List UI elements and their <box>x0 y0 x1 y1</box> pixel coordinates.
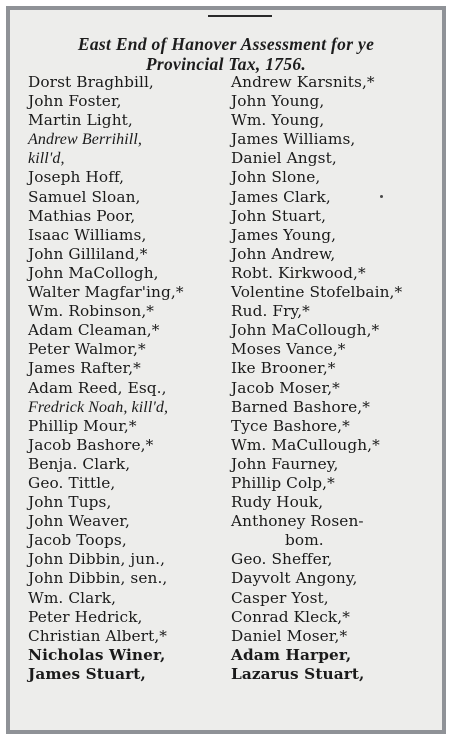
print-speck <box>380 195 383 198</box>
name-entry: Nicholas Winer, <box>28 645 166 664</box>
name-entry: Martin Light, <box>28 111 133 130</box>
name-entry: Wm. MaCullough,* <box>231 435 380 454</box>
name-entry: Moses Vance,* <box>231 340 346 359</box>
newspaper-clipping <box>6 6 446 734</box>
name-entry: Andrew Karsnits,* <box>231 73 375 91</box>
name-entry: John Stuart, <box>231 206 327 225</box>
name-entry: Peter Walmor,* <box>28 340 146 359</box>
right-name-column <box>231 73 402 684</box>
name-entry: Fredrick Noah, kill'd, <box>28 398 169 416</box>
name-entry: John Dibbin, sen., <box>28 569 168 588</box>
name-entry: Casper Yost, <box>231 588 329 607</box>
name-entry: John MaCollough,* <box>231 321 380 340</box>
name-entry: Andrew Berrihill, <box>28 131 142 149</box>
name-entry: Ike Brooner,* <box>231 359 336 378</box>
name-entry: Volentine Stofelbain,* <box>231 283 403 302</box>
name-entry: Christian Albert,* <box>28 626 168 645</box>
name-entry: Daniel Angst, <box>231 149 337 168</box>
name-entry: Tyce Bashore,* <box>231 416 350 435</box>
name-entry: John Dibbin, jun., <box>28 550 166 569</box>
name-entry: James Clark, <box>231 187 331 206</box>
name-entry: Joseph Hoff, <box>28 168 125 187</box>
name-entry: Mathias Poor, <box>28 206 136 225</box>
name-entry: Dayvolt Angony, <box>231 569 358 588</box>
name-entry: Samuel Sloan, <box>28 187 141 206</box>
name-entry: Conrad Kleck,* <box>231 607 350 626</box>
name-entry: Robt. Kirkwood,* <box>231 263 366 282</box>
left-name-column <box>28 73 184 684</box>
name-entry: Adam Cleaman,* <box>28 321 160 340</box>
name-entry: John MaCollogh, <box>28 263 159 282</box>
name-entry: kill'd, <box>28 150 65 168</box>
name-entry: Wm. Clark, <box>28 588 117 607</box>
name-entry: John Andrew, <box>231 244 336 263</box>
name-entry: Daniel Moser,* <box>231 626 348 645</box>
name-entry: Geo. Sheffer, <box>231 550 333 569</box>
name-entry: James Rafter,* <box>28 359 141 378</box>
name-entry: Wm. Young, <box>231 111 325 130</box>
name-entry: John Foster, <box>28 92 122 111</box>
name-entry: Peter Hedrick, <box>28 607 143 626</box>
name-entry: Jacob Toops, <box>28 531 127 550</box>
document-title <box>10 34 442 74</box>
name-entry: Walter Magfar'ing,* <box>28 283 184 302</box>
title-line-1: East End of Hanover Assessment for ye <box>77 34 375 54</box>
name-entry: Rudy Houk, <box>231 493 324 512</box>
name-entry: Adam Harper, <box>231 645 352 664</box>
name-entry: Jacob Moser,* <box>231 378 340 397</box>
title-line-2: Provincial Tax, 1756. <box>145 54 307 74</box>
name-entry: bom. <box>285 531 324 550</box>
name-entry: Adam Reed, Esq., <box>28 378 167 397</box>
name-entry: Lazarus Stuart, <box>231 664 365 683</box>
name-entry: James Stuart, <box>28 664 146 683</box>
name-entry: John Gilliland,* <box>28 244 148 263</box>
name-entry: Wm. Robinson,* <box>28 302 155 321</box>
name-entry: Rud. Fry,* <box>231 302 310 321</box>
name-entry: Phillip Mour,* <box>28 416 137 435</box>
name-entry: Jacob Bashore,* <box>28 435 154 454</box>
name-entry: Dorst Braghbill, <box>28 73 154 91</box>
name-entry: John Slone, <box>231 168 321 187</box>
name-entry: John Tups, <box>28 493 112 512</box>
name-entry: Barned Bashore,* <box>231 397 370 416</box>
name-entry: Phillip Colp,* <box>231 473 335 492</box>
name-entry: John Faurney, <box>231 454 339 473</box>
top-rule <box>208 15 272 17</box>
name-entry: Geo. Tittle, <box>28 473 116 492</box>
name-entry: Anthoney Rosen- <box>231 512 364 531</box>
name-entry: Isaac Williams, <box>28 225 147 244</box>
name-entry: Benja. Clark, <box>28 454 131 473</box>
name-entry: James Williams, <box>231 130 356 149</box>
name-entry: John Young, <box>231 92 325 111</box>
name-entry: James Young, <box>231 225 337 244</box>
name-entry: John Weaver, <box>28 512 130 531</box>
